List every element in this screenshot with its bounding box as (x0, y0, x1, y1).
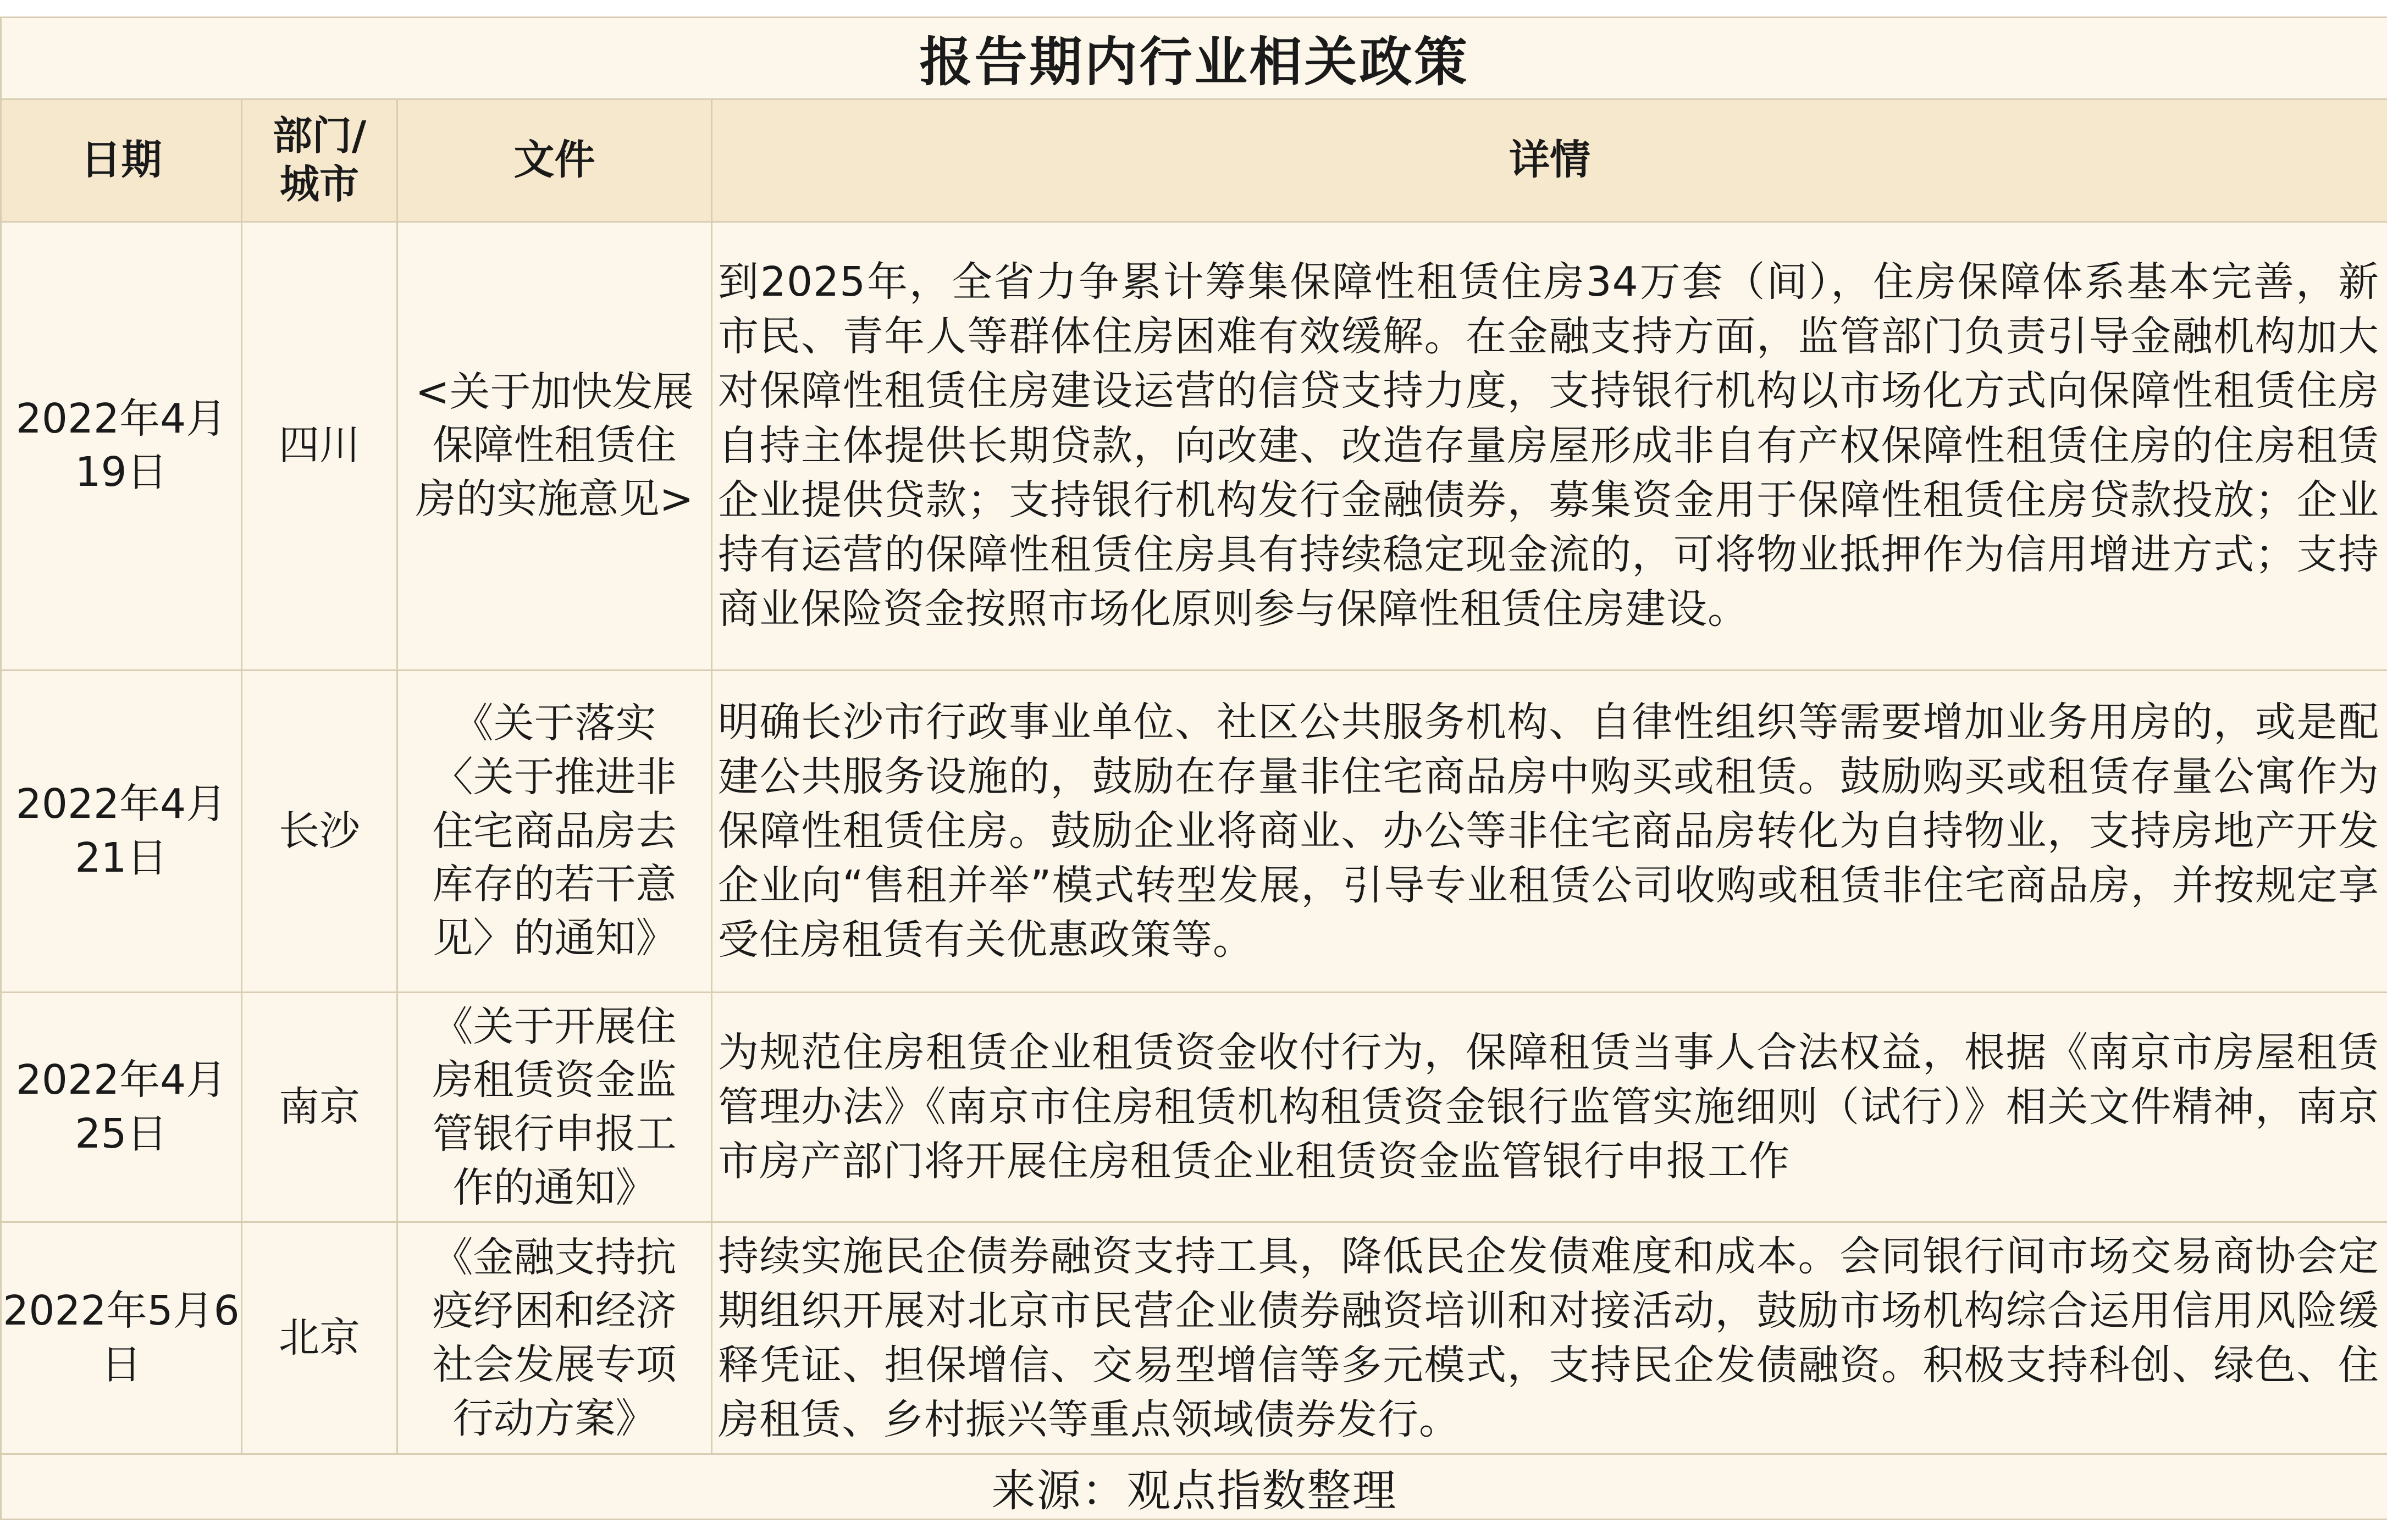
row-detail: 到2025年，全省力争累计筹集保障性租赁住房34万套（间），住房保障体系基本完善，新市民、青年人等群体住房困难有效缓解。在金融支持方面，监管部门负责引导金融机构加大对保障性租赁住房建设运营的信贷支持力度，支持银行机构以市场化方式向保障性租赁住房自持主体提供长期贷款，向改建、改造存量房屋形成非自有产权保障性租赁住房的住房租赁企业提供贷款；支持银行机构发行金融债券，募集资金用于保障性租赁住房贷款投放；企业持有运营的保障性租赁住房具有持续稳定现金流的，可将物业抵押作为信用增进方式；支持商业保险资金按照市场化原则参与保障性租赁住房建设。 (712, 221, 2387, 670)
row-detail: 持续实施民企债券融资支持工具，降低民企发债难度和成本。会同银行间市场交易商协会定期组织开展对北京市民营企业债券融资培训和对接活动，鼓励市场机构综合运用信用风险缓释凭证、担保增信、交易型增信等多元模式，支持民企发债融资。积极支持科创、绿色、住房租赁、乡村振兴等重点领域债券发行。 (712, 1222, 2387, 1454)
table-title: 报告期内行业相关政策 (1, 18, 2387, 99)
row-file: 《关于开展住 房租赁资金监 管银行申报工 作的通知》 (397, 993, 712, 1222)
policy-table (0, 16, 2387, 1520)
header-file: 文件 (397, 99, 712, 221)
table-row (1, 993, 2387, 1222)
table-row (1, 670, 2387, 993)
row-date: 2022年5月6 日 (1, 1222, 242, 1454)
row-city: 长沙 (242, 670, 397, 993)
row-file: 《金融支持抗 疫纾困和经济 社会发展专项 行动方案》 (397, 1222, 712, 1454)
row-date: 2022年4月 21日 (1, 670, 242, 993)
header-date: 日期 (1, 99, 242, 221)
row-detail: 明确长沙市行政事业单位、社区公共服务机构、自律性组织等需要增加业务用房的，或是配建公共服务设施的，鼓励在存量非住宅商品房中购买或租赁。鼓励购买或租赁存量公寓作为保障性租赁住房。鼓励企业将商业、办公等非住宅商品房转化为自持物业，支持房地产开发企业向“售租并举”模式转型发展，引导专业租赁公司收购或租赁非住宅商品房，并按规定享受住房租赁有关优惠政策等。 (712, 670, 2387, 993)
row-file: <关于加快发展 保障性租赁住 房的实施意见> (397, 221, 712, 670)
row-file: 《关于落实 〈关于推进非 住宅商品房去 库存的若干意 见〉的通知》 (397, 670, 712, 993)
row-city: 南京 (242, 993, 397, 1222)
row-date: 2022年4月 19日 (1, 221, 242, 670)
table-row (1, 221, 2387, 670)
header-detail: 详情 (712, 99, 2387, 221)
source-note: 来源：观点指数整理 (1, 1454, 2387, 1520)
header-dept: 部门/ 城市 (242, 99, 397, 221)
row-city: 四川 (242, 221, 397, 670)
table-row (1, 1222, 2387, 1454)
row-city: 北京 (242, 1222, 397, 1454)
policy-table-frame (0, 16, 2387, 1520)
row-date: 2022年4月 25日 (1, 993, 242, 1222)
row-detail: 为规范住房租赁企业租赁资金收付行为，保障租赁当事人合法权益，根据《南京市房屋租赁管理办法》《南京市住房租赁机构租赁资金银行监管实施细则（试行）》相关文件精神，南京市房产部门将开展住房租赁企业租赁资金监管银行申报工作 (712, 993, 2387, 1222)
